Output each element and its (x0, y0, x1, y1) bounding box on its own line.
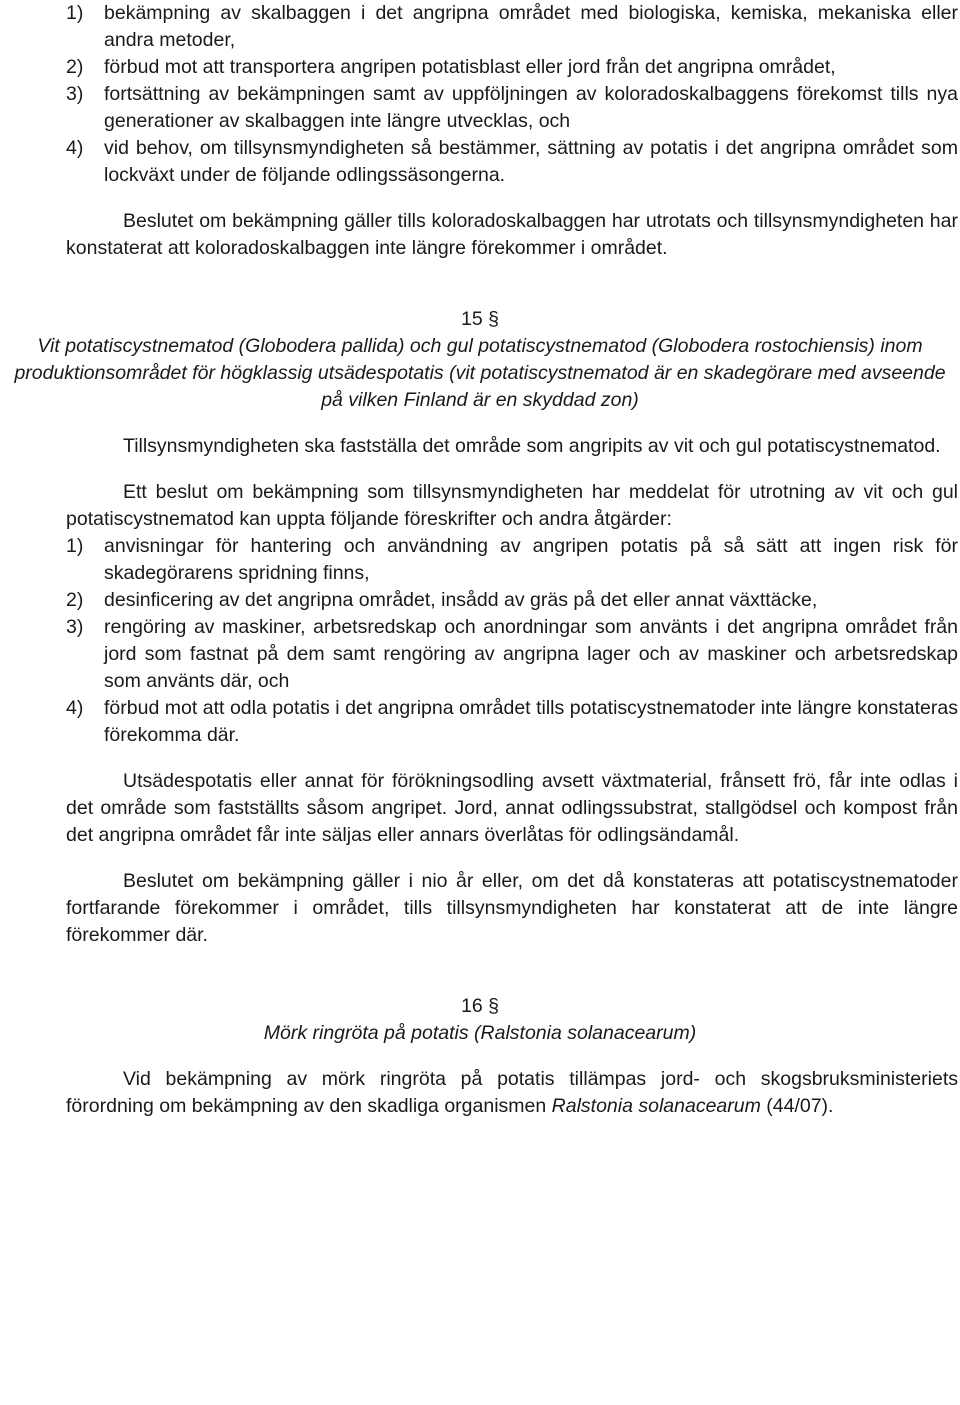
paragraph: Tillsynsmyndigheten ska fastställa det område som angripits av vit och gul potatiscystnematod. (123, 435, 941, 457)
list-number: 2) (66, 589, 84, 611)
list-number: 3) (66, 83, 84, 105)
section-heading: Vit potatiscystnematod (Globodera pallida) och gul potatiscystnematod (Globodera rostochiensis) inom produktionsområdet för högklassig utsädespotatis (vit potatiscystnematod är en skadegörare med avseende på vilken Finland är en skyddad zon) (14, 335, 946, 411)
section-number: 16 § (461, 995, 499, 1017)
list-item (66, 0, 958, 54)
top-list (66, 0, 958, 189)
section-number: 15 § (461, 308, 499, 330)
paragraph-text: (44/07). (760, 1095, 834, 1117)
list-text: anvisningar för hantering och användning av angripen potatis på så sätt att ingen risk för skadegörarens spridning finns, (104, 535, 958, 584)
paragraph-text: Vid bekämpning av mörk ringröta på potatis tillämpas jord- och skogsbruksministeriets förordning om bekämpning av den skadliga organismen (66, 1068, 958, 1117)
list-item (66, 587, 958, 614)
paragraph: Utsädespotatis eller annat för förökningsodling avsett växtmaterial, frånsett frö, får inte odlas i det område som fastställts såsom angripet. Jord, annat odlingssubstrat, stallgödsel och kompost från det angripna området får inte säljas eller annars överlåtas för odlingsändamål. (66, 770, 958, 846)
list-number: 4) (66, 697, 84, 719)
measure-list (66, 533, 958, 749)
section-heading: Mörk ringröta på potatis (Ralstonia solanacearum) (263, 1022, 697, 1044)
list-item (66, 614, 958, 695)
list-item (66, 135, 958, 189)
paragraph: Ett beslut om bekämpning som tillsynsmyndigheten har meddelat för utrotning av vit och gul potatiscystnematod kan uppta följande föreskrifter och andra åtgärder: (66, 481, 958, 530)
paragraph: Beslutet om bekämpning gäller tills koloradoskalbaggen har utrotats och tillsynsmyndigheten har konstaterat att koloradoskalbaggen inte längre förekommer i området. (66, 210, 958, 259)
list-text: fortsättning av bekämpningen samt av uppföljningen av koloradoskalbaggens förekomst tills nya generationer av skalbaggen inte längre utvecklas, och (104, 83, 958, 132)
list-text: bekämpning av skalbaggen i det angripna området med biologiska, kemiska, mekaniska eller andra metoder, (104, 2, 958, 51)
paragraph (66, 1066, 958, 1120)
list-text: desinficering av det angripna området, insådd av gräs på det eller annat växttäcke, (104, 589, 818, 611)
list-number: 2) (66, 56, 84, 78)
list-text: förbud mot att transportera angripen potatisblast eller jord från det angripna området, (104, 56, 836, 78)
list-item (66, 81, 958, 135)
document-page (14, 0, 958, 1120)
list-item (66, 533, 958, 587)
list-number: 4) (66, 137, 84, 159)
list-text: rengöring av maskiner, arbetsredskap och anordningar som använts i det angripna området från jord som fastnat på dem samt rengöring av angripna lager och av maskiner och arbetsredskap som använts där, och (104, 616, 958, 692)
list-number: 3) (66, 616, 84, 638)
species-name: Ralstonia solanacearum (551, 1095, 761, 1117)
list-text: vid behov, om tillsynsmyndigheten så bestämmer, sättning av potatis i det angripna området som lockväxt under de följande odlingssäsongerna. (104, 137, 958, 186)
list-number: 1) (66, 2, 84, 24)
list-number: 1) (66, 535, 84, 557)
list-text: förbud mot att odla potatis i det angripna området tills potatiscystnematoder inte längre konstateras förekomma där. (104, 697, 958, 746)
list-item (66, 695, 958, 749)
paragraph: Beslutet om bekämpning gäller i nio år eller, om det då konstateras att potatiscystnematoder fortfarande förekommer i området, tills tillsynsmyndigheten har konstaterat att de inte längre förekommer där. (66, 870, 958, 946)
list-item (66, 54, 958, 81)
